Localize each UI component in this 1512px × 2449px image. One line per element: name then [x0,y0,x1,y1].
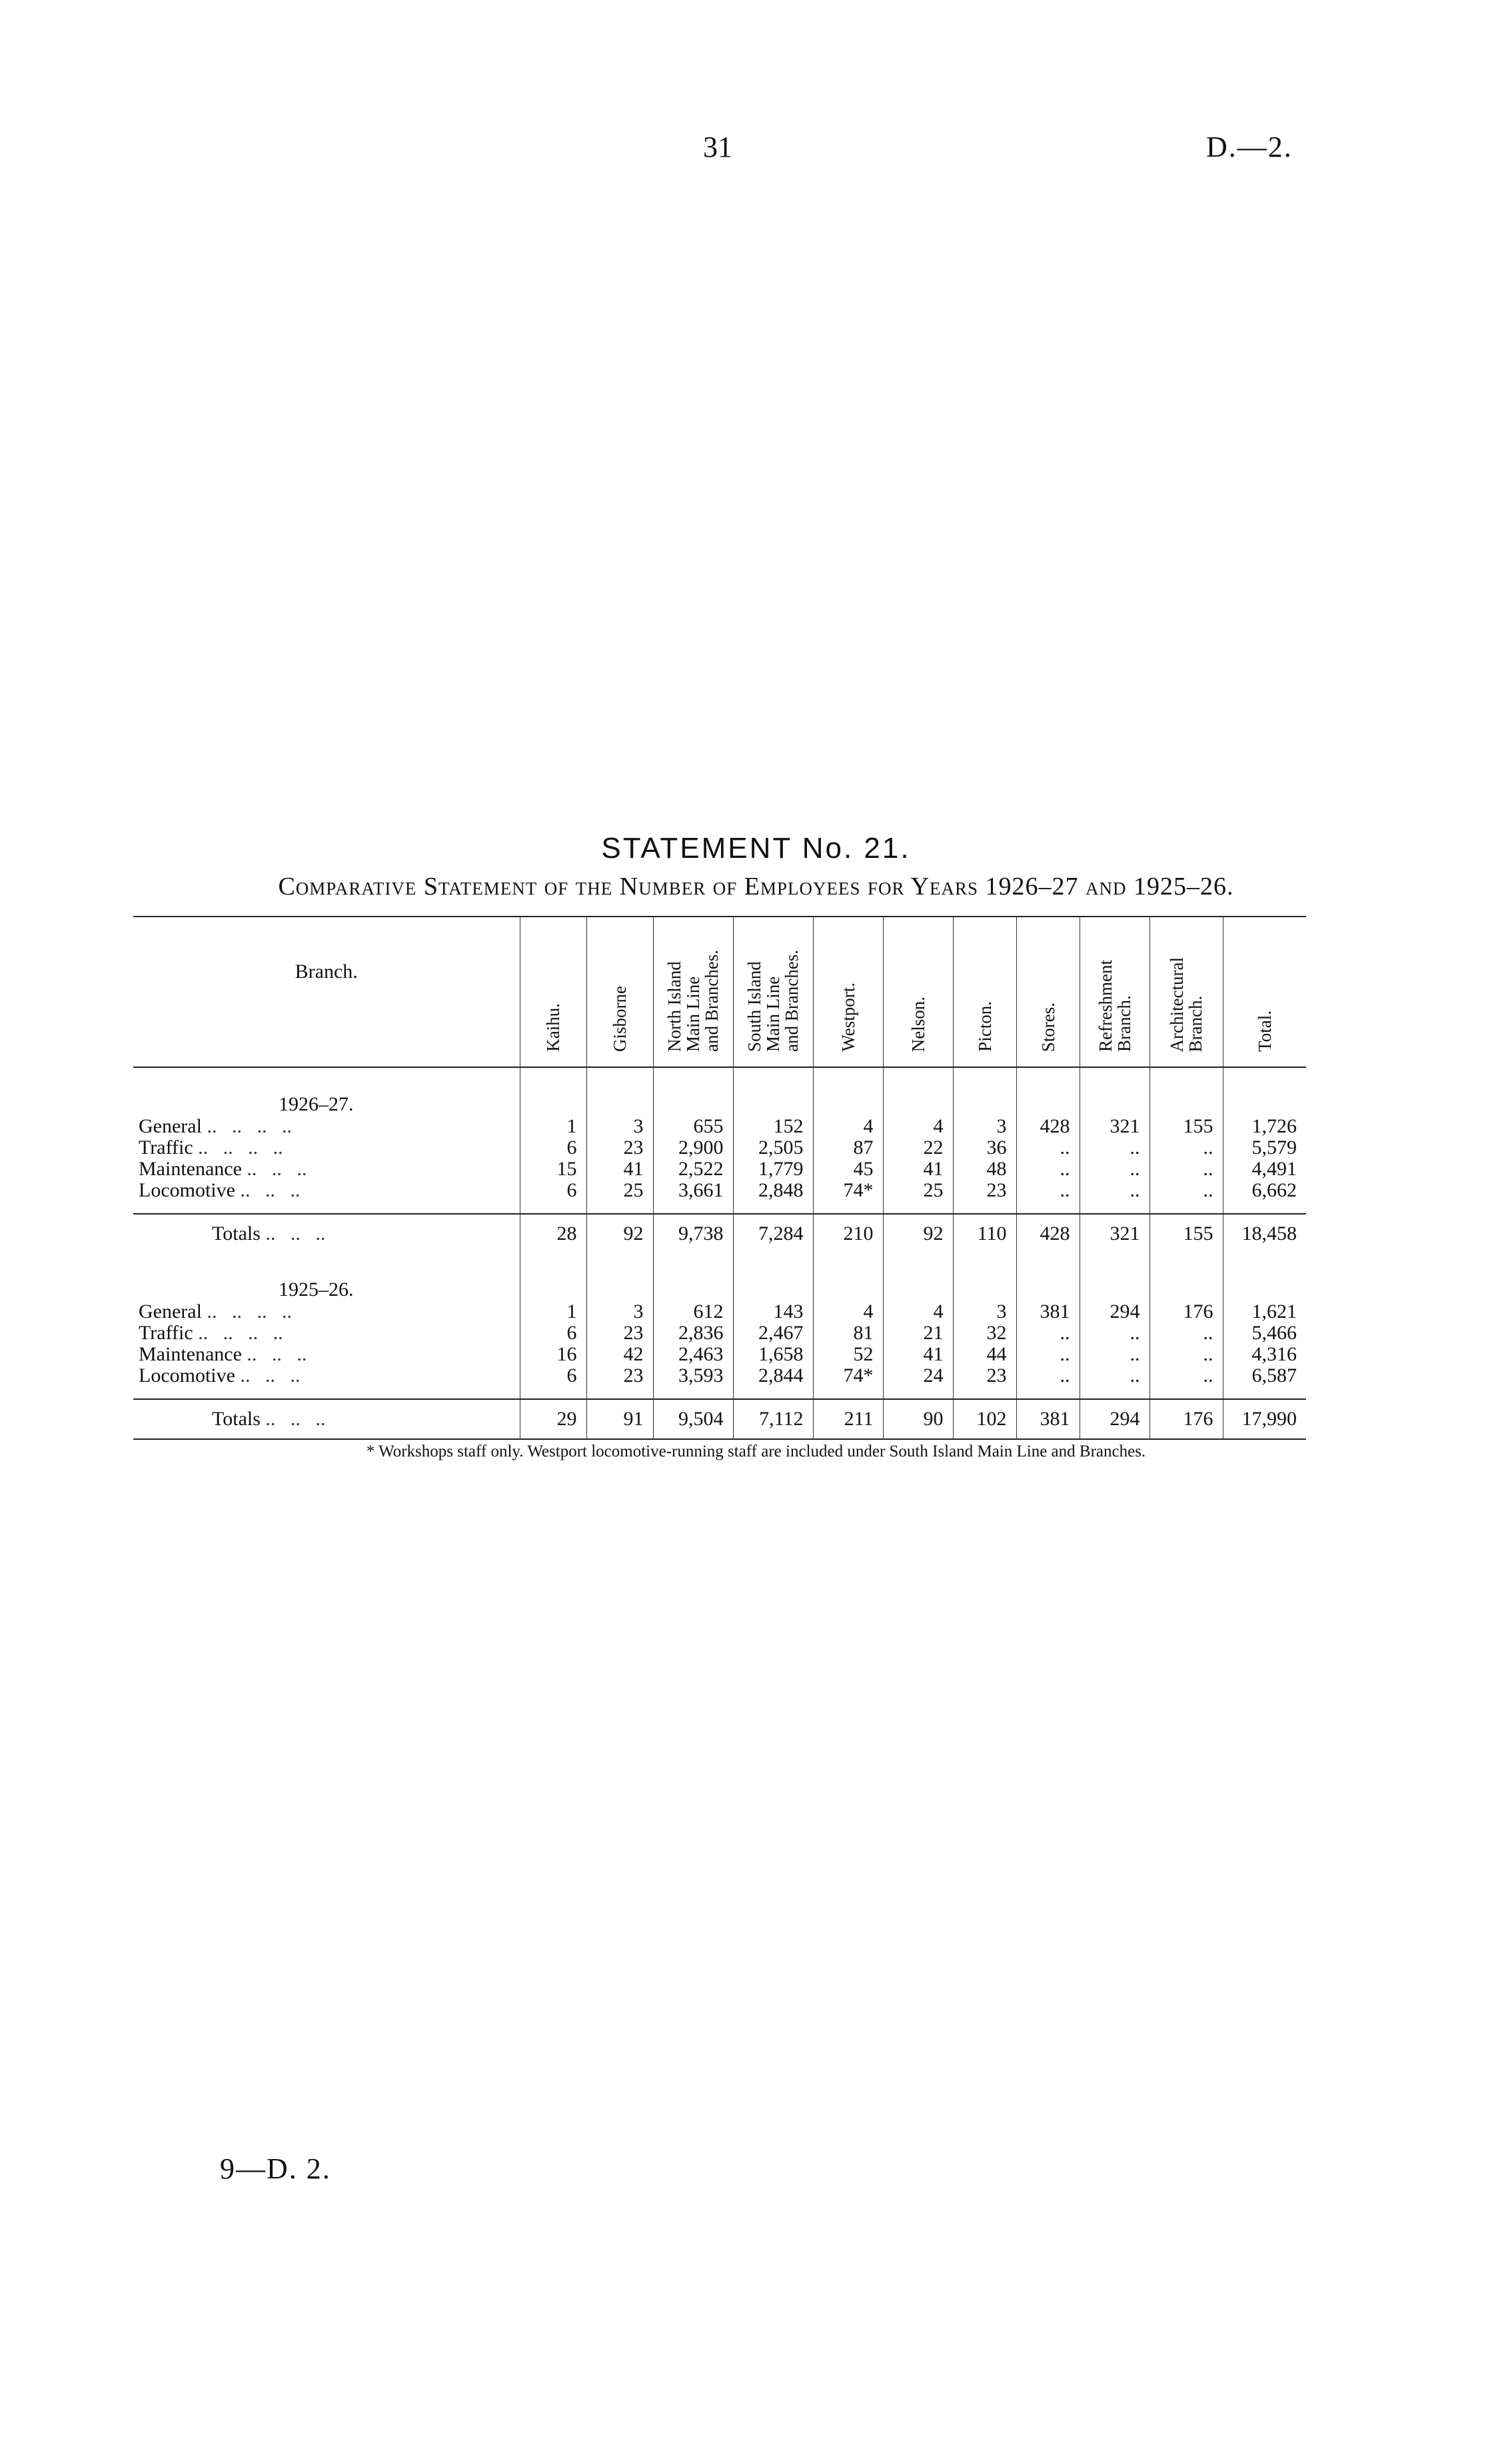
empty-cell [1223,1386,1306,1399]
column-header-label: Gisborne [610,986,630,1052]
footnote: * Workshops staff only. Westport locomotive-running staff are included under South Island Main Line and Branches. [366,1442,1146,1460]
year-row [133,1253,1306,1301]
table-cell: 25 [586,1180,653,1201]
table-cell: 6 [520,1365,586,1386]
table-cell: 1 [520,1301,586,1322]
empty-cell [733,1253,813,1301]
table-cell: 16 [520,1344,586,1365]
table-cell: 321 [1080,1116,1149,1137]
table-cell: .. [1016,1137,1080,1159]
table-cell: 176 [1149,1301,1223,1322]
totals-cell: 210 [813,1214,883,1253]
table-cell: 4,316 [1223,1344,1306,1365]
empty-cell [1016,1067,1080,1116]
column-header-label: Total. [1254,1011,1275,1052]
table-cell: 41 [586,1159,653,1180]
row-label: Maintenance [139,1343,242,1365]
column-header-label: Stores. [1038,1002,1058,1052]
table-cell: 22 [883,1137,953,1159]
year-cell [133,1067,520,1116]
empty-cell [586,1201,653,1214]
table-cell: 45 [813,1159,883,1180]
table-cell: 87 [813,1137,883,1159]
table-cell: 2,522 [653,1159,733,1180]
table-cell: 5,466 [1223,1322,1306,1344]
table-cell: 1,658 [733,1344,813,1365]
table-row [133,1344,1306,1365]
empty-cell [586,1067,653,1116]
totals-cell: 7,284 [733,1214,813,1253]
table-cell: 41 [883,1159,953,1180]
spacer-row [133,1201,1306,1214]
totals-cell: 381 [1016,1399,1080,1439]
table-cell: 1 [520,1116,586,1137]
empty-cell [520,1201,586,1214]
row-label-cell [133,1180,520,1201]
table-cell: .. [1080,1137,1149,1159]
table-cell: .. [1149,1322,1223,1344]
table-cell: 143 [733,1301,813,1322]
table-cell: 23 [586,1137,653,1159]
empty-cell [133,1201,520,1214]
leader-dots: .. .. .. .. [207,1115,292,1137]
totals-cell: 110 [953,1214,1016,1253]
table-cell: 3 [953,1116,1016,1137]
branch-header: Branch. [133,917,520,1067]
table-cell: 15 [520,1159,586,1180]
table-cell: .. [1149,1180,1223,1201]
empty-cell [133,1386,520,1399]
table-cell: 52 [813,1344,883,1365]
totals-label: Totals [212,1408,261,1430]
row-label: General [139,1115,202,1137]
empty-cell [520,1253,586,1301]
table-row [133,1322,1306,1344]
empty-cell [883,1253,953,1301]
table-cell: 3 [953,1301,1016,1322]
totals-cell: 29 [520,1399,586,1439]
table-row [133,1301,1306,1322]
row-label-cell [133,1344,520,1365]
table-cell: 4 [813,1116,883,1137]
table-cell: 2,467 [733,1322,813,1344]
table-cell: 3 [586,1301,653,1322]
column-header-westport [813,917,883,1067]
totals-cell: 155 [1149,1214,1223,1253]
table-cell: .. [1080,1322,1149,1344]
table-cell: .. [1016,1322,1080,1344]
table-row [133,1116,1306,1137]
table-cell: 2,844 [733,1365,813,1386]
table-cell: 381 [1016,1301,1080,1322]
empty-cell [953,1201,1016,1214]
leader-dots: .. .. .. .. [198,1137,283,1159]
leader-dots: .. .. .. [265,1408,326,1430]
table-cell: 3,661 [653,1180,733,1201]
table-cell: 655 [653,1116,733,1137]
empty-cell [586,1253,653,1301]
empty-cell [1149,1067,1223,1116]
leader-dots: .. .. .. [240,1364,301,1386]
empty-cell [953,1067,1016,1116]
table-cell: 32 [953,1322,1016,1344]
table-cell: .. [1080,1180,1149,1201]
totals-row [133,1399,1306,1439]
column-header-label: Architectural Branch. [1167,957,1205,1052]
table-row [133,1159,1306,1180]
empty-cell [1080,1253,1149,1301]
empty-cell [813,1201,883,1214]
table-cell: 4 [883,1116,953,1137]
table-cell: 2,836 [653,1322,733,1344]
page-signature: 9—D. 2. [220,2152,331,2185]
totals-cell: 17,990 [1223,1399,1306,1439]
empty-cell [883,1386,953,1399]
table-cell: 41 [883,1344,953,1365]
totals-cell: 176 [1149,1399,1223,1439]
column-header-north-island [653,917,733,1067]
empty-cell [1016,1386,1080,1399]
empty-cell [1223,1201,1306,1214]
statement-title: STATEMENT No. 21. [601,832,911,865]
table-cell: 6 [520,1322,586,1344]
empty-cell [1080,1067,1149,1116]
column-header-picton [953,917,1016,1067]
table-body [133,1067,1306,1439]
table-cell: 2,505 [733,1137,813,1159]
empty-cell [883,1067,953,1116]
column-header-architectural [1149,917,1223,1067]
table-cell: 23 [586,1322,653,1344]
table-cell: 6,587 [1223,1365,1306,1386]
row-label-cell [133,1322,520,1344]
table-cell: 2,900 [653,1137,733,1159]
empty-cell [1149,1201,1223,1214]
table-cell: 48 [953,1159,1016,1180]
table-cell: 23 [586,1365,653,1386]
column-header-label: Refreshment Branch. [1095,960,1134,1052]
empty-cell [586,1386,653,1399]
leader-dots: .. .. .. [247,1158,307,1180]
table-cell: .. [1080,1365,1149,1386]
totals-cell: 428 [1016,1214,1080,1253]
year-label: 1925–26. [279,1278,354,1300]
table-cell: .. [1149,1159,1223,1180]
table-cell: 6,662 [1223,1180,1306,1201]
column-header-total [1223,917,1306,1067]
table-cell: .. [1149,1137,1223,1159]
leader-dots: .. .. .. [265,1223,326,1244]
table-cell: 81 [813,1322,883,1344]
totals-cell: 9,504 [653,1399,733,1439]
table-cell: 2,463 [653,1344,733,1365]
empty-cell [813,1386,883,1399]
empty-cell [953,1386,1016,1399]
row-label: Traffic [139,1322,193,1344]
totals-row [133,1214,1306,1253]
column-header-label: Westport. [838,983,858,1052]
row-label-cell [133,1365,520,1386]
totals-cell: 9,738 [653,1214,733,1253]
table-cell: .. [1016,1159,1080,1180]
empty-cell [653,1201,733,1214]
table-cell: 74* [813,1365,883,1386]
row-label-cell [133,1159,520,1180]
table-cell: 3,593 [653,1365,733,1386]
empty-cell [1080,1386,1149,1399]
totals-cell: 294 [1080,1399,1149,1439]
table-cell: 24 [883,1365,953,1386]
table-cell: 1,621 [1223,1301,1306,1322]
empty-cell [883,1201,953,1214]
empty-cell [953,1253,1016,1301]
column-header-nelson [883,917,953,1067]
empty-cell [733,1201,813,1214]
totals-cell: 211 [813,1399,883,1439]
spacer-row [133,1386,1306,1399]
column-header-refreshment [1080,917,1149,1067]
table-row [133,1365,1306,1386]
table-cell: .. [1080,1344,1149,1365]
page-number: 31 [703,131,732,163]
empty-cell [813,1253,883,1301]
column-header-label: North Island Main Line and Branches. [664,950,722,1052]
empty-cell [653,1253,733,1301]
empty-cell [653,1386,733,1399]
table-cell: 5,579 [1223,1137,1306,1159]
column-header-stores [1016,917,1080,1067]
table-cell: 155 [1149,1116,1223,1137]
table-cell: 4 [813,1301,883,1322]
leader-dots: .. .. .. [240,1179,301,1201]
column-header-kaihu [520,917,586,1067]
row-label: Locomotive [139,1179,235,1201]
empty-cell [733,1386,813,1399]
table-cell: 1,779 [733,1159,813,1180]
table-row [133,1180,1306,1201]
column-header-gisborne [586,917,653,1067]
column-header-label: Picton. [974,1001,995,1052]
row-label-cell [133,1116,520,1137]
statement-subtitle: Comparative Statement of the Number of Employees for Years 1926–27 and 1925–26. [278,873,1234,901]
table-cell: .. [1016,1180,1080,1201]
leader-dots: .. .. .. [247,1343,307,1365]
totals-cell: 18,458 [1223,1214,1306,1253]
table-cell: 74* [813,1180,883,1201]
table-cell: .. [1016,1365,1080,1386]
table-cell: 152 [733,1116,813,1137]
leader-dots: .. .. .. .. [198,1322,283,1344]
table-cell: 2,848 [733,1180,813,1201]
totals-label-cell [133,1399,520,1439]
totals-label-cell [133,1214,520,1253]
table-cell: 6 [520,1180,586,1201]
column-header-label: Nelson. [908,996,928,1052]
table-cell: 4,491 [1223,1159,1306,1180]
year-cell [133,1253,520,1301]
empty-cell [1016,1201,1080,1214]
table-cell: .. [1016,1344,1080,1365]
empty-cell [1149,1386,1223,1399]
table-cell: 21 [883,1322,953,1344]
totals-cell: 90 [883,1399,953,1439]
empty-cell [653,1067,733,1116]
row-label: Maintenance [139,1158,242,1180]
table-cell: 4 [883,1301,953,1322]
totals-cell: 321 [1080,1214,1149,1253]
column-header-label: Kaihu. [543,1003,563,1052]
empty-cell [1149,1253,1223,1301]
row-label: General [139,1300,202,1322]
table-cell: 6 [520,1137,586,1159]
table-cell: 428 [1016,1116,1080,1137]
table-cell: 42 [586,1344,653,1365]
table-cell: 44 [953,1344,1016,1365]
table-cell: 612 [653,1301,733,1322]
empty-cell [733,1067,813,1116]
table-cell: 23 [953,1180,1016,1201]
table-cell: 294 [1080,1301,1149,1322]
row-label-cell [133,1137,520,1159]
totals-cell: 91 [586,1399,653,1439]
year-row [133,1067,1306,1116]
employees-table [133,916,1306,1440]
empty-cell [520,1067,586,1116]
table-cell: 3 [586,1116,653,1137]
table-cell: .. [1080,1159,1149,1180]
totals-cell: 28 [520,1214,586,1253]
leader-dots: .. .. .. .. [207,1300,292,1322]
totals-cell: 92 [586,1214,653,1253]
column-header-south-island [733,917,813,1067]
table-cell: 1,726 [1223,1116,1306,1137]
table-cell: .. [1149,1344,1223,1365]
column-header-label: South Island Main Line and Branches. [744,950,802,1052]
empty-cell [1080,1201,1149,1214]
empty-cell [813,1067,883,1116]
table-cell: 36 [953,1137,1016,1159]
empty-cell [1016,1253,1080,1301]
table-cell: 23 [953,1365,1016,1386]
totals-cell: 102 [953,1399,1016,1439]
row-label: Locomotive [139,1364,235,1386]
totals-cell: 7,112 [733,1399,813,1439]
document-code: D.—2. [1206,131,1293,163]
table-header-row [133,917,1306,1067]
totals-label: Totals [212,1223,261,1244]
row-label: Traffic [139,1137,193,1159]
empty-cell [1223,1253,1306,1301]
totals-cell: 92 [883,1214,953,1253]
table-cell: .. [1149,1365,1223,1386]
empty-cell [1223,1067,1306,1116]
table-cell: 25 [883,1180,953,1201]
row-label-cell [133,1301,520,1322]
table-row [133,1137,1306,1159]
empty-cell [520,1386,586,1399]
year-label: 1926–27. [279,1093,354,1115]
